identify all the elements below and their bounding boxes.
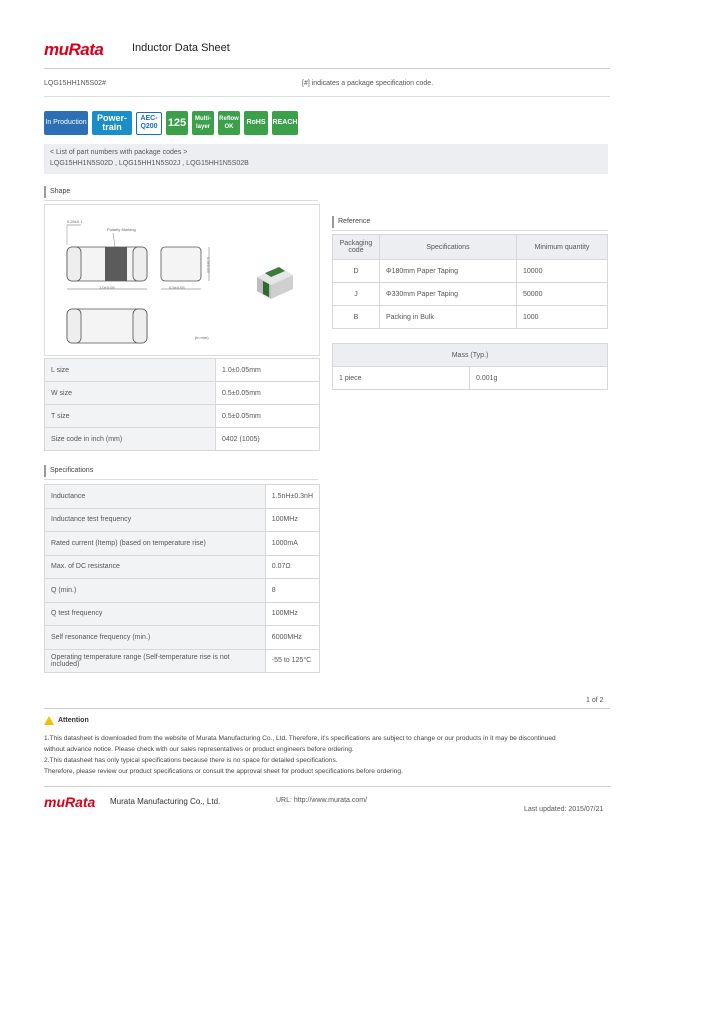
reference-section-title: Reference [332,216,370,228]
footer-murata-logo[interactable]: muRata [44,794,96,810]
spec-value: 8 [265,579,319,603]
dim-key: L size [45,359,216,382]
col-packaging-code: Packaging code [333,235,380,260]
specifications-section-title: Specifications [44,465,93,477]
polarity-marking-label: Polarity Marking [107,227,136,232]
table-row [45,485,320,509]
table-row [45,579,320,603]
dimension-drawing [45,205,319,355]
packaging-code: B [333,306,380,329]
attention-divider [44,708,610,709]
page-number: 1 of 2 [586,697,604,704]
packaging-qty: 1000 [517,306,608,329]
reference-section-divider [332,230,608,231]
spec-key: Q (min.) [45,579,266,603]
dim-value: 0.5±0.05mm [216,382,320,405]
dim-value: 0402 (1005) [216,428,320,451]
multilayer-badge [192,111,214,135]
dim-key: Size code in inch (mm) [45,428,216,451]
packaging-code: J [333,283,380,306]
table-row [333,260,608,283]
dim-value: 0.5±0.05mm [216,405,320,428]
table-row [45,405,320,428]
specifications-table [44,484,320,673]
packaging-qty: 50000 [517,283,608,306]
pm-dimension-label: 0.25±0.1 [67,219,83,224]
table-header-row [333,235,608,260]
table-row [45,359,320,382]
mass-table [332,343,608,390]
table-header-row [333,344,608,367]
spec-key: Inductance test frequency [45,508,266,532]
mass-key: 1 piece [333,367,470,390]
dimension-table [44,358,320,451]
spec-section-divider [44,479,318,480]
unit-label: (in mm) [195,335,209,340]
part-number-divider [44,96,610,97]
spec-value: -55 to 125°C [265,649,319,673]
company-name: Murata Manufacturing Co., Ltd. [110,797,221,806]
dim-value: 1.0±0.05mm [216,359,320,382]
attention-title: Attention [58,717,89,724]
spec-key: Operating temperature range (Self-temperature rise is not included) [45,649,266,673]
col-specifications: Specifications [380,235,517,260]
header-divider [44,68,610,69]
table-row [45,649,320,673]
part-number-row [44,80,610,94]
table-row [45,602,320,626]
aec-q200-badge [136,112,162,135]
packaging-spec: Φ180mm Paper Taping [380,260,517,283]
part-number-list [44,144,608,174]
aec-label-2: Q200 [140,123,158,130]
table-row [45,508,320,532]
attention-text [44,733,610,777]
spec-key: Self resonance frequency (min.) [45,626,266,650]
length-dimension-label: 1.0±0.05 [99,285,115,290]
thickness-dimension-label: 0.5±0.05 [206,257,211,273]
shape-section-title: Shape [44,186,70,198]
packaging-spec: Packing in Bulk [380,306,517,329]
packaging-qty: 10000 [517,260,608,283]
part-list-items: LQG15HH1N5S02D , LQG15HH1N5S02J , LQG15HH1N5S02B [50,160,249,167]
shape-drawing [44,204,320,356]
reference-table [332,234,608,329]
powertrain-label-1: Power- [96,113,127,123]
warning-icon [44,716,54,725]
footer-divider [44,786,610,787]
attention-line: 2.This datasheet has only typical specifications because there is no space for detailed specifications. [44,757,338,764]
mass-header: Mass (Typ.) [333,344,608,367]
page-title: Inductor Data Sheet [132,42,230,54]
mass-value: 0.001g [470,367,608,390]
spec-value: 0.07Ω [265,555,319,579]
aec-label-1: AEC- [140,115,158,122]
packaging-code: D [333,260,380,283]
spec-key: Max. of DC resistance [45,555,266,579]
table-row [45,428,320,451]
reflow-ok-badge [218,111,240,135]
part-list-title: < List of part numbers with package codes > [50,149,188,156]
part-number: LQG15HH1N5S02# [44,80,106,87]
spec-value: 100MHz [265,602,319,626]
attention-line: Therefore, please review our product specifications or consult the approval sheet for product specifications before ordering. [44,768,403,775]
multilayer-label-1: Multi- [195,116,211,122]
table-row [333,306,608,329]
header [44,40,610,70]
spec-value: 1000mA [265,532,319,556]
table-row [45,532,320,556]
powertrain-badge [92,111,132,135]
dim-key: T size [45,405,216,428]
spec-value: 6000MHz [265,626,319,650]
murata-logo[interactable]: muRata [44,40,104,59]
table-row [45,555,320,579]
spec-key: Q test frequency [45,602,266,626]
attention-heading [44,716,89,725]
package-code-note: [#] indicates a package specification code. [302,80,434,87]
reflow-label-1: Reflow [219,116,239,122]
spec-value: 100MHz [265,508,319,532]
table-row [45,626,320,650]
attention-line: without advance notice. Please check with our sales representatives or product engineers before ordering. [44,746,354,753]
width-dimension-label: 0.5±0.05 [169,285,185,290]
in-production-badge: In Production [44,111,88,135]
packaging-spec: Φ330mm Paper Taping [380,283,517,306]
attention-line: 1.This datasheet is downloaded from the website of Murata Manufacturing Co., Ltd. Therefore, it's specifications are subject to change or our products in it may be discontinued [44,735,556,742]
spec-value: 1.5nH±0.3nH [265,485,319,509]
multilayer-label-2: layer [195,124,210,130]
dim-key: W size [45,382,216,405]
badge-row [44,110,298,136]
reflow-label-2: OK [224,124,234,130]
spec-key: Inductance [45,485,266,509]
reach-badge: REACH [272,111,298,135]
powertrain-label-2: train [102,122,122,132]
temp-125-badge: 125 [166,111,188,135]
spec-key: Rated current (Itemp) (based on temperature rise) [45,532,266,556]
table-row [333,367,608,390]
table-row [333,283,608,306]
rohs-badge: RoHS [244,111,268,135]
company-url-link[interactable]: URL: http://www.murata.com/ [276,797,368,804]
table-row [45,382,320,405]
last-updated: Last updated: 2015/07/21 [524,806,604,813]
shape-section-divider [44,200,318,201]
col-minimum-quantity: Minimum quantity [517,235,608,260]
